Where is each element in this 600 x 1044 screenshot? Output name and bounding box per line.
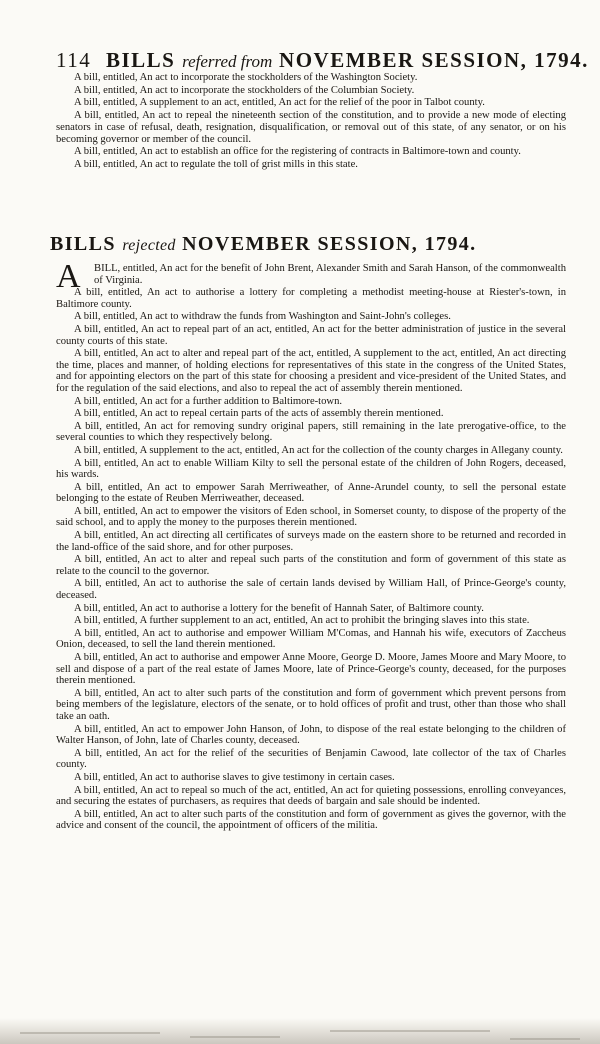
rejected-bill: A bill, entitled, An act to authorise the sale of certain lands devised by William Hall, of Prince-George's county, deceased. [56,578,566,602]
rejected-bill: A bill, entitled, An act to withdraw the funds from Washington and Saint-John's colleges. [74,311,451,323]
referred-bill: A bill, entitled, An act to incorporate the stockholders of the Washington Society. [74,72,418,83]
rejected-bill: A bill, entitled, An act to authorise a lottery for the benefit of Hannah Sater, of Baltimore county. [74,602,484,614]
rejected-bill: A bill, entitled, An act for removing sundry original papers, still remaining in the late prerogative-office, to the several counties to which they respectively belong. [56,420,566,444]
referred-bill: A bill, entitled, An act to establish an office for the registering of contracts in Baltimore-town and county. [74,146,521,158]
section-heading-caps-2: NOVEMBER SESSION, 1794. [182,233,477,255]
rejected-bill: A bill, entitled, An act to repeal so much of the act, entitled, An act for quieting possessions, enrolling conveyances, and securing the estates of purchasers, as requires that deeds of bargain and sale should be indented. [56,784,566,808]
running-head-small: referred from [182,52,273,71]
referred-bill: A bill, entitled, An act to regulate the toll of grist mills in this state. [74,158,358,170]
rejected-bill: A bill, entitled, An act to authorise a lottery for completing a methodist meeting-house at Riester's-town, in Baltimore county. [56,287,566,310]
rejected-bill: A bill, entitled, An act to authorise and empower William M'Comas, and Hannah his wife, executors of Zaccheus Onion, deceased, to sell the land therein mentioned. [56,627,566,651]
rejected-bill: A bill, entitled, An act to authorise and empower Anne Moore, George D. Moore, James Moore and Mary Moore, to sell and dispose of a part of the real estate of James Moore, late of Prince-George's county, deceased, for the purposes therein mentioned. [56,652,567,687]
rejected-bill: A bill, entitled, A supplement to the act, entitled, An act for the collection of the county charges in Allegany county. [74,444,563,456]
rejected-bill: A bill, entitled, An act to alter and repeal such parts of the constitution and form of government of this state as relate to the council to the governor. [56,554,566,577]
rejected-bill: A bill, entitled, An act for a further addition to Baltimore-town. [74,395,343,407]
referred-bill: A bill, entitled, A supplement to an act, entitled, An act for the relief of the poor in Talbot county. [74,97,485,109]
page-number: 114 [56,48,92,72]
rejected-bill-first-text: BILL, entitled, An act for the benefit of John Brent, Alexander Smith and Sarah Hanson, of the commonwealth of Virginia. [94,263,566,286]
rejected-bill: A bill, entitled, An act to repeal part of an act, entitled, An act for the better administration of justice in the several county courts of this state. [56,323,566,347]
rejected-bill: A bill, entitled, An act to empower Sarah Merriweather, of Anne-Arundel county, to sell the personal estate belonging to the estate of Reuben Merriweather, deceased. [56,481,566,505]
rejected-bill: A bill, entitled, An act to empower the visitors of Eden school, in Somerset county, to dispose of the property of the said school, and to apply the money to the purposes therein mentioned. [56,505,566,529]
running-head-caps-1: BILLS [105,48,176,72]
referred-bills-list [56,72,566,172]
referred-bill: A bill, entitled, An act to incorporate the stockholders of the Columbian Society. [74,84,415,96]
referred-bill: A bill, entitled, An act to repeal the nineteenth section of the constitution, and to provide a new mode of electing senators in case of refusal, death, resignation, disqualification, or removal out of this state, of any senator, or on his becoming governor or member of the council. [56,110,566,145]
section-heading-small: rejected [122,237,176,254]
rejected-bill: A bill, entitled, An act to enable William Kilty to sell the personal estate of the children of John Rogers, deceased, his wards. [56,457,566,481]
rejected-bill: A bill, entitled, An act for the relief of the securities of Benjamin Cawood, late collector of the tax of Charles county. [56,747,566,771]
rejected-bill: A bill, entitled, An act to authorise slaves to give testimony in certain cases. [74,771,395,783]
section-heading-caps-1: BILLS [50,233,116,255]
drop-cap: A [56,258,81,295]
rejected-bill: A bill, entitled, An act directing all certificates of surveys made on the eastern shore to be returned and recorded in the land-office of the said shore, and for other purposes. [56,530,566,553]
rejected-bill: A bill, entitled, An act to repeal certain parts of the acts of assembly therein mentioned. [74,408,444,420]
rejected-bill: A bill, entitled, A further supplement to an act, entitled, An act to prohibit the bringing slaves into this state. [74,615,530,627]
rejected-bills-list [56,258,567,833]
rejected-bill: A bill, entitled, An act to alter such parts of the constitution and form of government which prevent persons from being members of the legislature, electors of the senate, or to hold offices of profit and trust, other than those who shall take an oath. [56,687,566,722]
rejected-bill: A bill, entitled, An act to empower John Hanson, of John, to dispose of the real estate belonging to the children of Walter Hanson, of John, late of Charles county, deceased. [56,723,566,747]
section-heading-rejected [50,233,570,256]
page-bottom-edge [0,1018,600,1044]
rejected-bill: A bill, entitled, An act to alter such parts of the constitution and form of government as gives the governor, with the advice and consent of the council, the appointment of officers of the militia. [56,808,566,832]
running-head [56,48,589,73]
running-head-caps-2: NOVEMBER SESSION, 1794. [279,48,589,72]
rejected-bill-first [56,258,566,295]
rejected-bill: A bill, entitled, An act to alter and repeal part of the act, entitled, A supplement to the act, entitled, An act directing the time, places and manner, of holding elections for representatives of this state in the congress of the United States, and for appointing electors on the part of this state for choosing a president and vice-president of the United States, and for the regulation of the said elections, and also to repeal the act of assembly therein mentioned. [56,348,566,394]
